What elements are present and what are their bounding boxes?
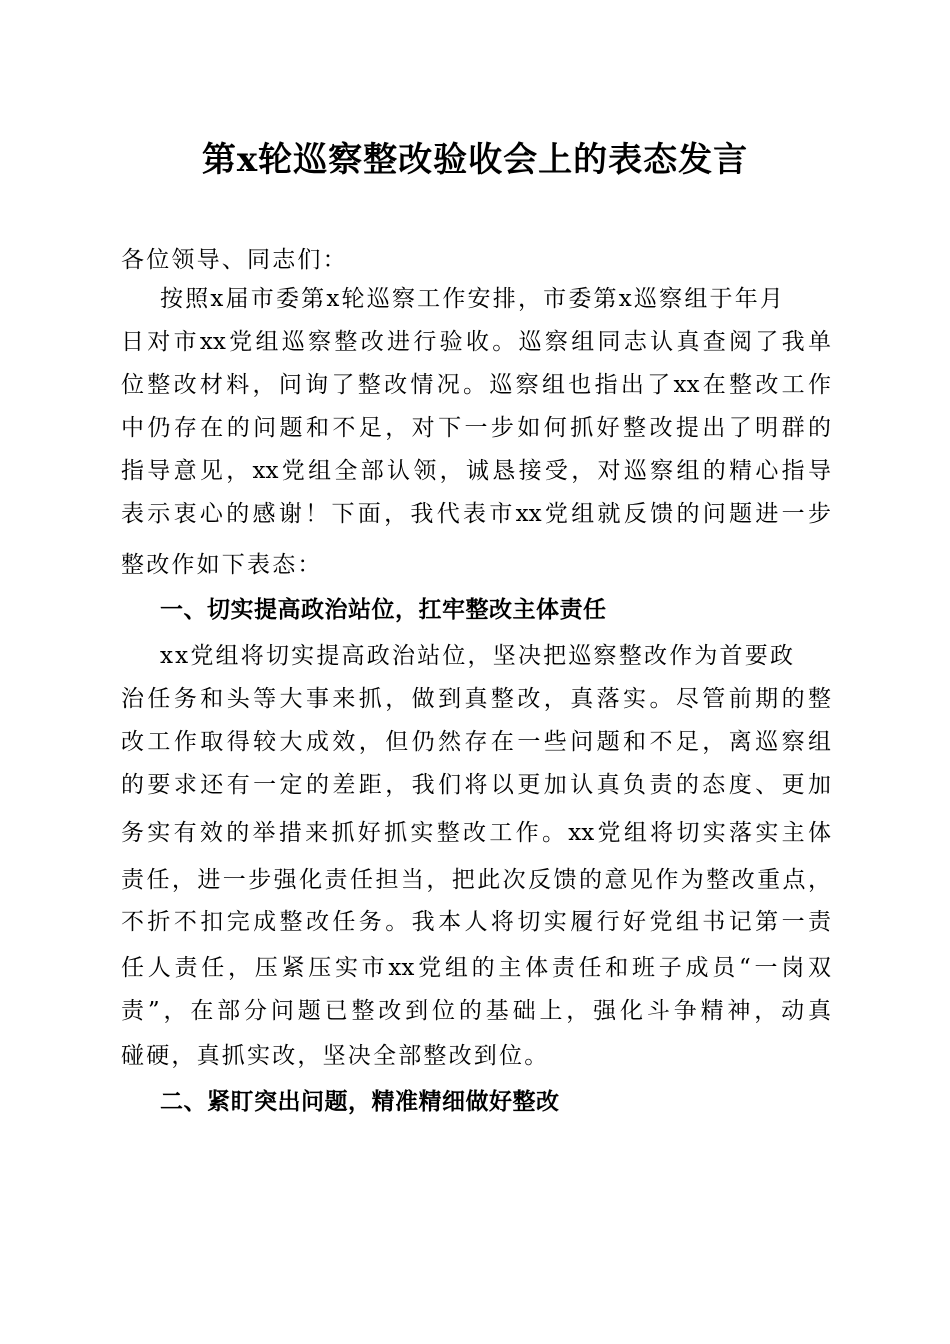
paragraph-line: 指导意见，xx党组全部认领，诚恳接受，对巡察组的精心指导: [121, 458, 831, 484]
paragraph-line: 日对市xx党组巡察整改进行验收。巡察组同志认真查阅了我单: [121, 329, 831, 355]
document-title: 第x轮巡察整改验收会上的表态发言: [201, 140, 749, 180]
section-heading-1: 一、切实提高政治站位，扛牢整改主体责任: [160, 597, 607, 623]
paragraph-line: 按照x届市委第x轮巡察工作安排，市委第x巡察组于年月: [160, 286, 786, 312]
section-heading-2: 二、紧盯突出问题，精准精细做好整改: [160, 1089, 560, 1115]
paragraph-line: 不折不扣完成整改任务。我本人将切实履行好党组书记第一责: [121, 909, 831, 935]
paragraph-line: 碰硬，真抓实改，坚决全部整改到位。: [121, 1043, 550, 1069]
paragraph-line: 表示衷心的感谢！下面，我代表市xx党组就反馈的问题进一步: [121, 501, 831, 527]
paragraph-line: xx党组将切实提高政治站位，坚决把巡察整改作为首要政: [160, 643, 796, 669]
paragraph-line: 中仍存在的问题和不足，对下一步如何抓好整改提出了明群的: [121, 415, 831, 441]
paragraph-line: 责”，在部分问题已整改到位的基础上，强化斗争精神，动真: [121, 998, 831, 1024]
paragraph-line: 任人责任，压紧压实市xx党组的主体责任和班子成员“一岗双: [121, 955, 831, 981]
paragraph-line: 务实有效的举措来抓好抓实整改工作。xx党组将切实落实主体: [121, 820, 831, 846]
paragraph-line: 治任务和头等大事来抓，做到真整改，真落实。尽管前期的整: [121, 686, 831, 712]
paragraph-line: 的要求还有一定的差距，我们将以更加认真负责的态度、更加: [121, 772, 831, 798]
paragraph-line: 责任，进一步强化责任担当，把此次反馈的意见作为整改重点，: [121, 867, 831, 893]
paragraph-line: 位整改材料，问询了整改情况。巡察组也指出了xx在整改工作: [121, 372, 831, 398]
paragraph-line: 整改作如下表态：: [121, 552, 323, 578]
salutation: 各位领导、同志们：: [121, 247, 348, 273]
paragraph-line: 改工作取得较大成效，但仍然存在一些问题和不足，离巡察组: [121, 729, 831, 755]
